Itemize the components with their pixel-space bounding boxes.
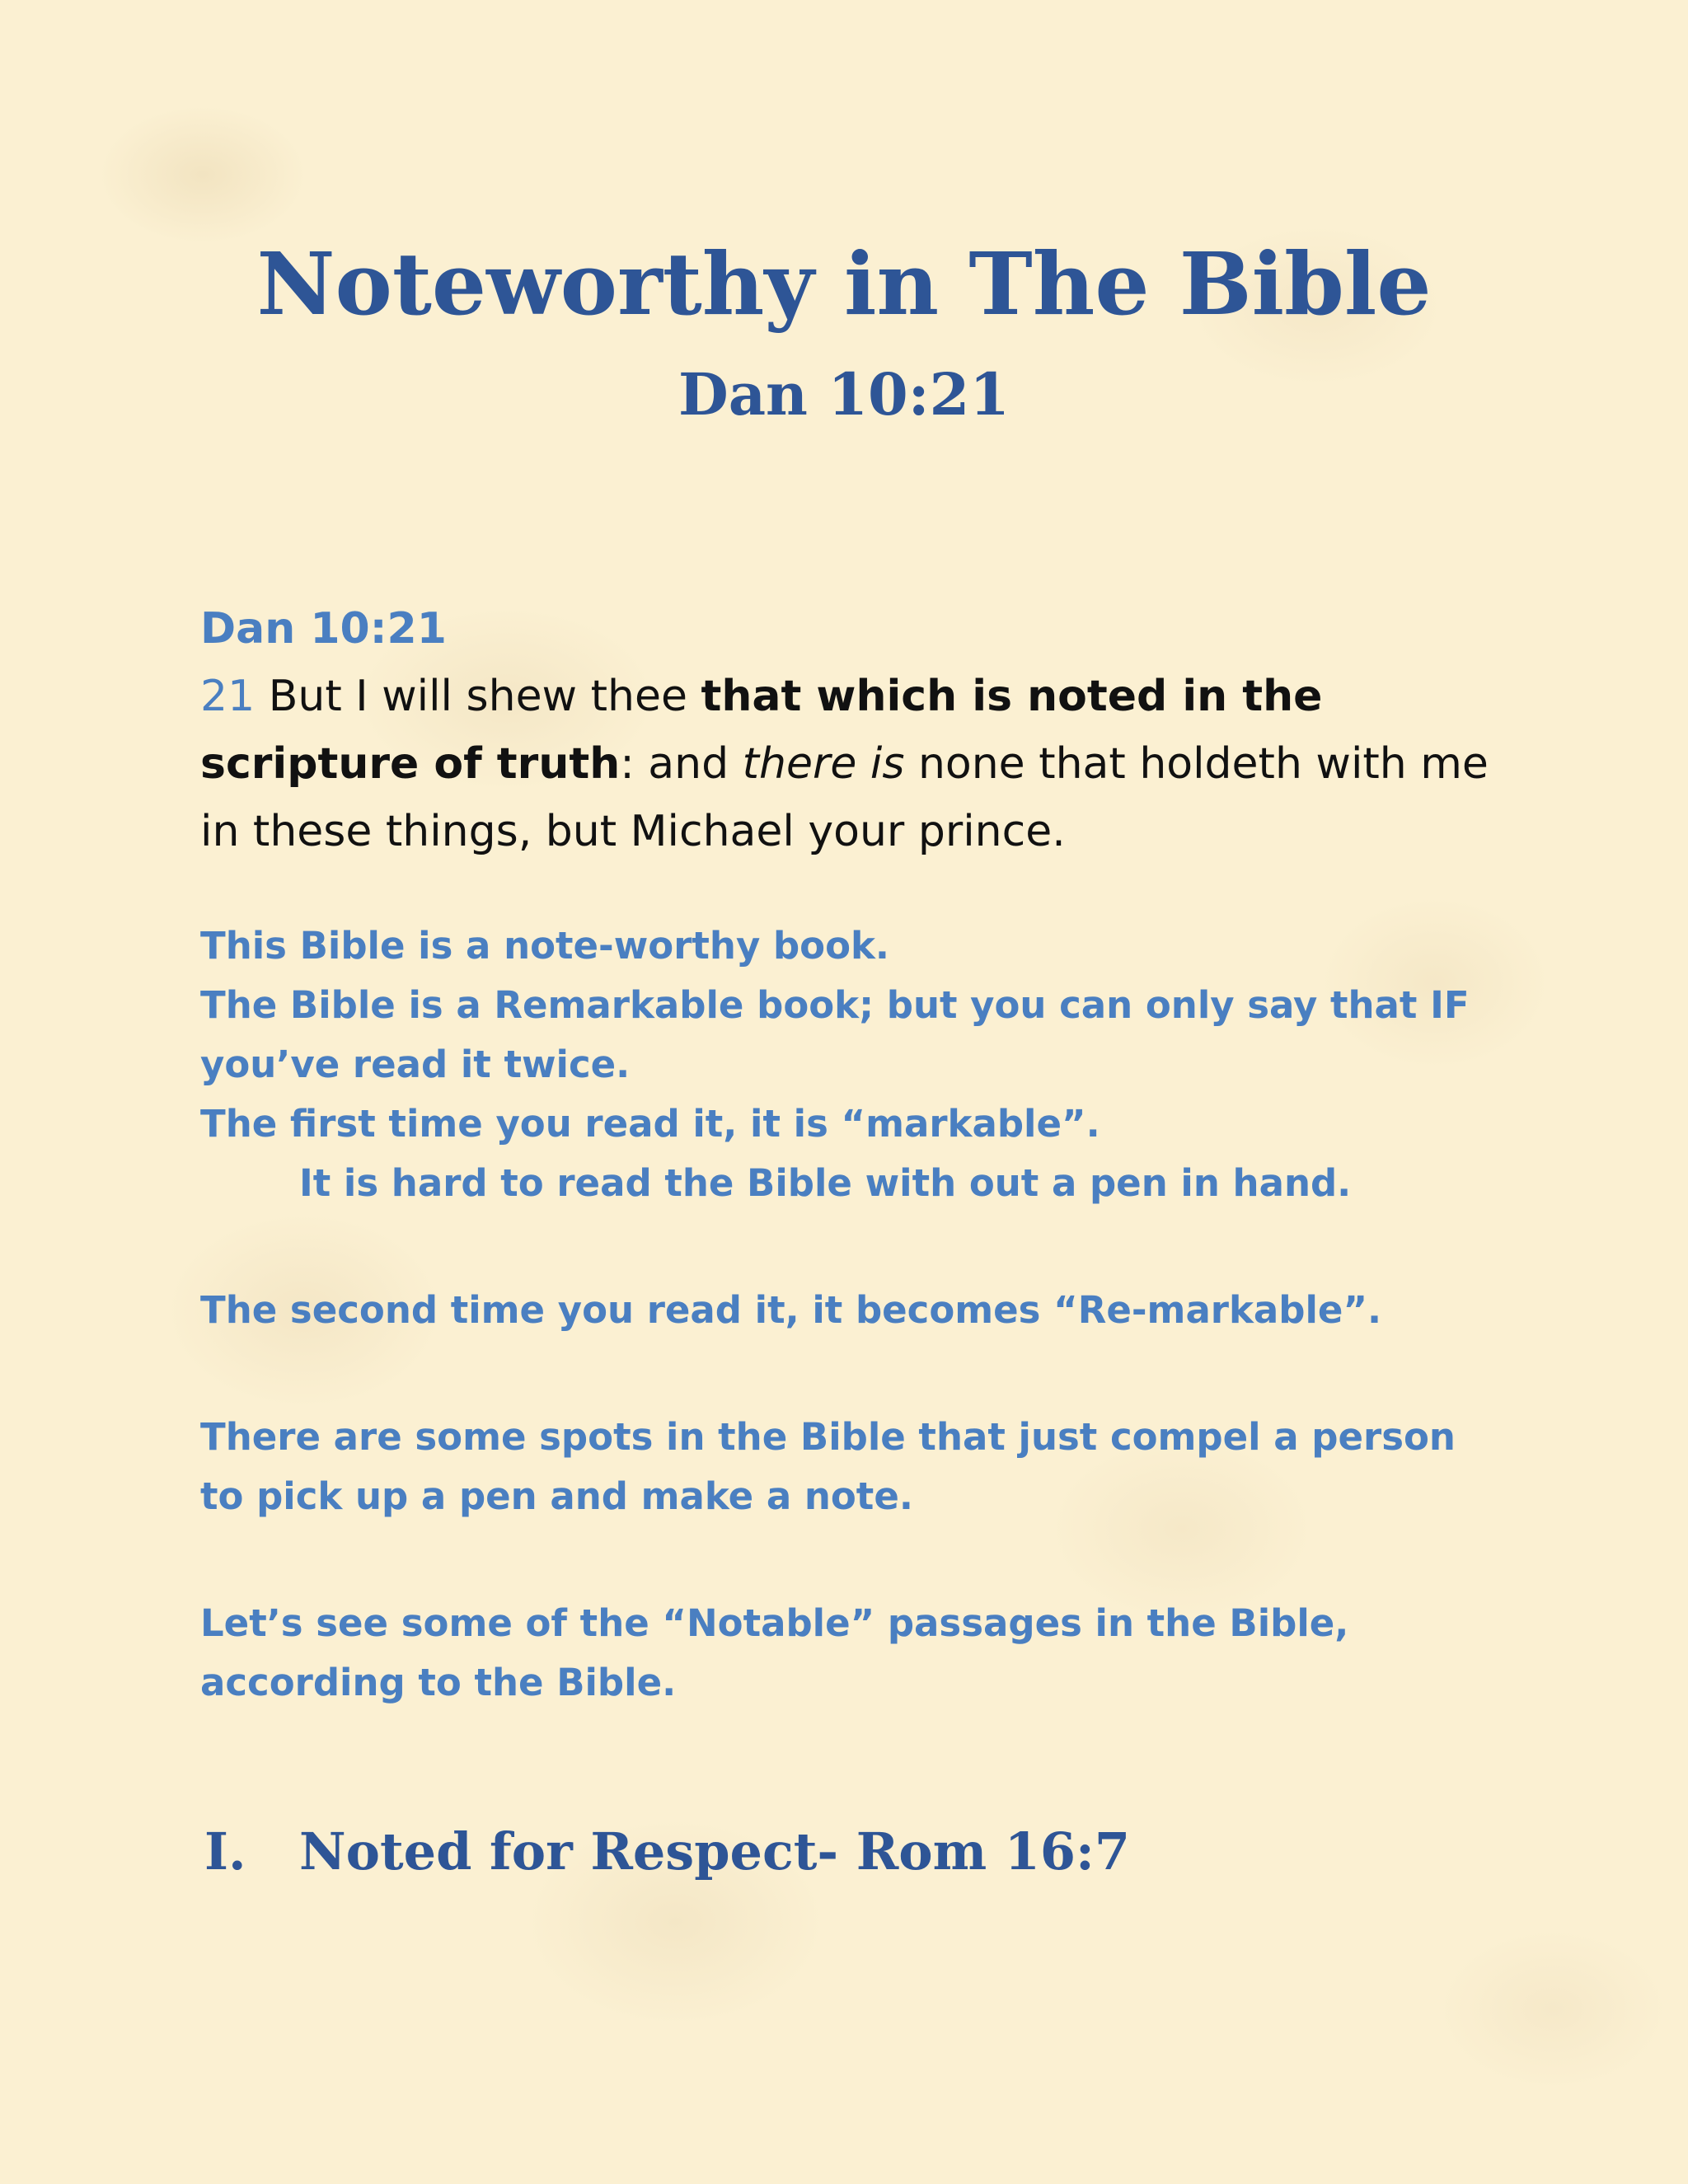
scripture-reference: Dan 10:21 [200,604,447,654]
section-heading-text: Noted for Respect- Rom 16:7 [299,1821,1131,1882]
note-paragraph: The second time you read it, it becomes “Re-markable”. [200,1288,1382,1332]
page-subtitle: Dan 10:21 [678,360,1010,429]
note-paragraph: There are some spots in the Bible that just compel a person to pick up a pen and make a note. [200,1415,1456,1518]
verse-text: none that holdeth with me in these things, but Michael your prince. [200,739,1489,856]
verse-emphasis: that which is noted in the scripture of truth [200,672,1323,789]
content-body [200,595,1511,1713]
note-paragraph: The first time you read it, it is “markable”. [200,1102,1100,1146]
notes-section [200,916,1511,1713]
note-paragraph: It is hard to read the Bible with out a pen in hand. [299,1161,1352,1205]
note-paragraph: The Bible is a Remarkable book; but you can only say that IF you’ve read it twice. [200,983,1470,1086]
verse-text: : and [620,739,743,789]
section-number: I. [204,1821,246,1882]
note-paragraph: This Bible is a note-worthy book. [200,924,890,968]
page-title: Noteworthy in The Bible [256,233,1432,335]
note-paragraph: Let’s see some of the “Notable” passages in the Bible, according to the Bible. [200,1601,1349,1704]
verse-number: 21 [200,672,256,721]
verse-italic: there is [742,739,905,789]
section-heading [204,1821,1131,1882]
scripture-verse [200,663,1511,865]
verse-text: But I will shew thee [255,672,701,721]
